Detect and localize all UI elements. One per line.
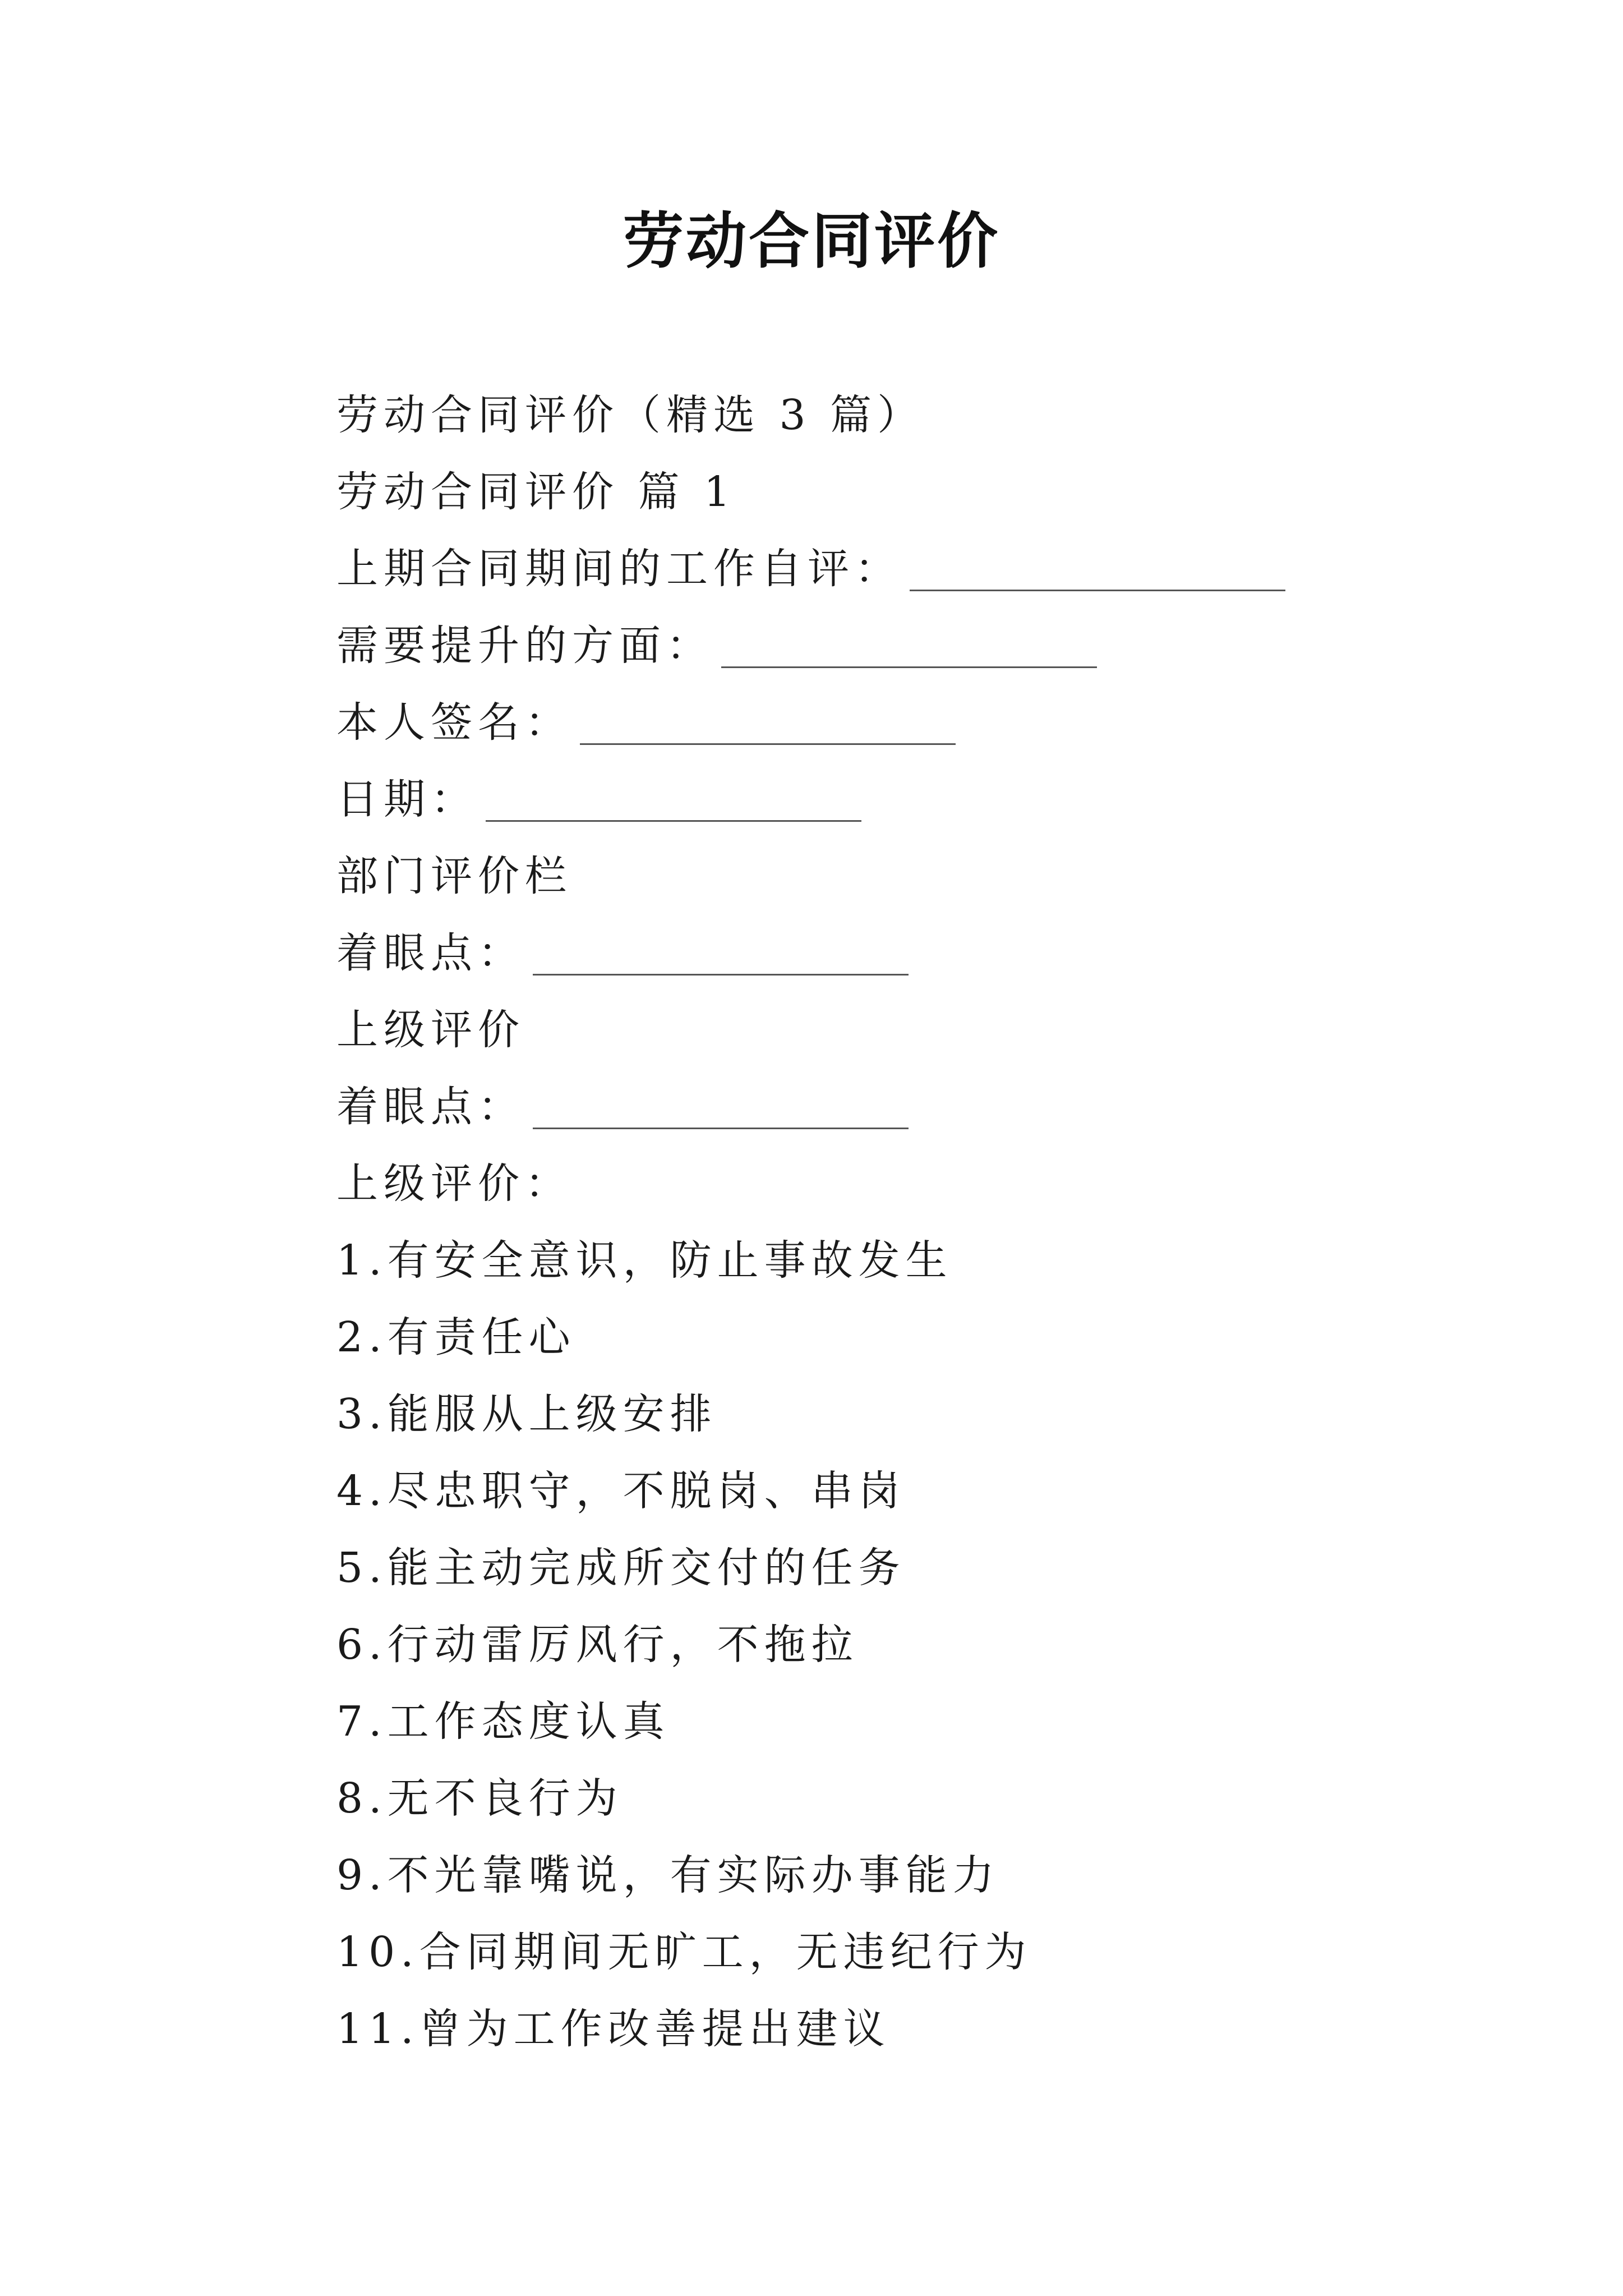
document-heading: 劳动合同评价（精选 3 篇） (336, 391, 925, 439)
improve-label: 需要提升的方面： (336, 622, 713, 670)
improve-row (336, 608, 1458, 684)
criteria-item: 6.行动雷厉风行，不拖拉 (336, 1621, 859, 1669)
criteria-item: 8.无不良行为 (336, 1774, 623, 1823)
criteria-item: 2.有责任心 (336, 1313, 576, 1361)
signature-row (336, 684, 1458, 761)
signature-blank[interactable] (580, 701, 956, 745)
date-blank[interactable] (486, 777, 861, 822)
superior-section-heading: 上级评价 (336, 1006, 525, 1054)
criteria-item: 9.不光靠嘴说，有实际办事能力 (336, 1851, 1000, 1899)
criteria-item: 3.能服从上级安排 (336, 1390, 717, 1438)
superior-focus-blank[interactable] (533, 1085, 909, 1129)
dept-focus-blank[interactable] (533, 931, 909, 976)
superior-focus-row (336, 1069, 1458, 1145)
criteria-item: 4.尽忠职守，不脱岗、串岗 (336, 1467, 906, 1515)
document-body (336, 377, 1458, 2068)
signature-label: 本人签名： (336, 698, 572, 747)
part-title: 劳动合同评价 篇 1 (336, 468, 736, 516)
dept-focus-label: 着眼点： (336, 929, 525, 977)
criteria-item: 1.有安全意识，防止事故发生 (336, 1236, 953, 1285)
superior-review-label: 上级评价： (336, 1159, 572, 1208)
date-label: 日期： (336, 775, 478, 823)
date-row (336, 761, 1458, 838)
criteria-item: 7.工作态度认真 (336, 1697, 670, 1746)
dept-section-heading: 部门评价栏 (336, 852, 572, 900)
self-review-row (336, 531, 1458, 608)
improve-blank[interactable] (721, 624, 1097, 668)
document-title: 劳动合同评价 (623, 206, 1000, 277)
superior-focus-label: 着眼点： (336, 1083, 525, 1131)
criteria-item: 11.曾为工作改善提出建议 (336, 2005, 891, 2053)
self-review-blank[interactable] (910, 547, 1285, 591)
dept-focus-row (336, 915, 1458, 992)
criteria-item: 10.合同期间无旷工，无违纪行为 (336, 1928, 1032, 1976)
self-review-label: 上期合同期间的工作自评： (336, 545, 902, 593)
criteria-item: 5.能主动完成所交付的任务 (336, 1544, 906, 1592)
